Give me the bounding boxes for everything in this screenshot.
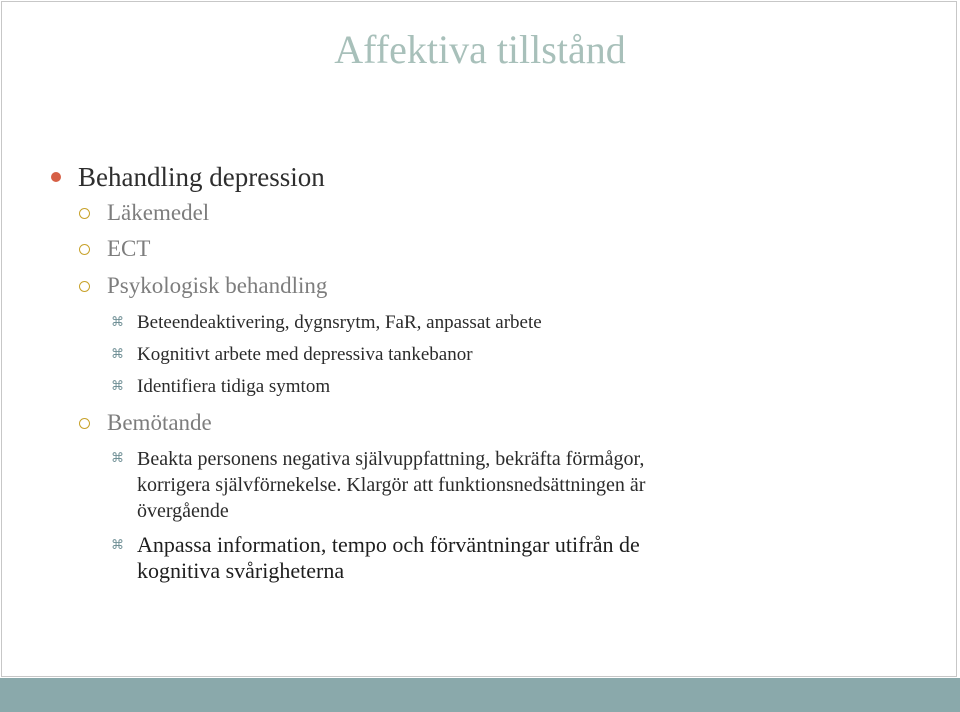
list-item-bemotande: Bemötande [107, 410, 212, 435]
list-item-psykologisk-behandling: Psykologisk behandling [107, 273, 328, 298]
ornament-bullet-icon: ⌘ [111, 538, 124, 553]
hollow-circle-icon [79, 418, 90, 429]
ornament-bullet-icon: ⌘ [111, 451, 124, 466]
list-item-lakemedel: Läkemedel [107, 200, 210, 225]
slide-title: Affektiva tillstånd [334, 27, 626, 72]
ornament-bullet-icon: ⌘ [111, 315, 124, 330]
sub-item-beteendeaktivering: Beteendeaktivering, dygnsrytm, FaR, anpassat arbete [137, 312, 542, 333]
hollow-circle-icon [79, 208, 90, 219]
list-item-ect: ECT [107, 236, 151, 261]
sub-item-anpassa-line-2: kognitiva svårigheterna [137, 558, 345, 583]
ornament-bullet-icon: ⌘ [111, 347, 124, 362]
sub-item-beakta-line-1: Beakta personens negativa självuppfattning, bekräfta förmågor, [137, 448, 645, 470]
heading-behandling-depression: Behandling depression [78, 162, 325, 192]
footer-bar [0, 678, 960, 712]
sub-item-beakta-line-2: korrigera självförnekelse. Klargör att funktionsnedsättningen är [137, 474, 646, 496]
filled-circle-icon [51, 172, 61, 182]
ornament-bullet-icon: ⌘ [111, 379, 124, 394]
sub-item-beakta-line-3: övergående [137, 500, 229, 522]
sub-item-anpassa-line-1: Anpassa information, tempo och förväntningar utifrån de [137, 532, 640, 557]
hollow-circle-icon [79, 281, 90, 292]
sub-item-identifiera-symtom: Identifiera tidiga symtom [137, 376, 331, 397]
sub-item-kognitivt-arbete: Kognitivt arbete med depressiva tankebanor [137, 344, 473, 365]
hollow-circle-icon [79, 244, 90, 255]
